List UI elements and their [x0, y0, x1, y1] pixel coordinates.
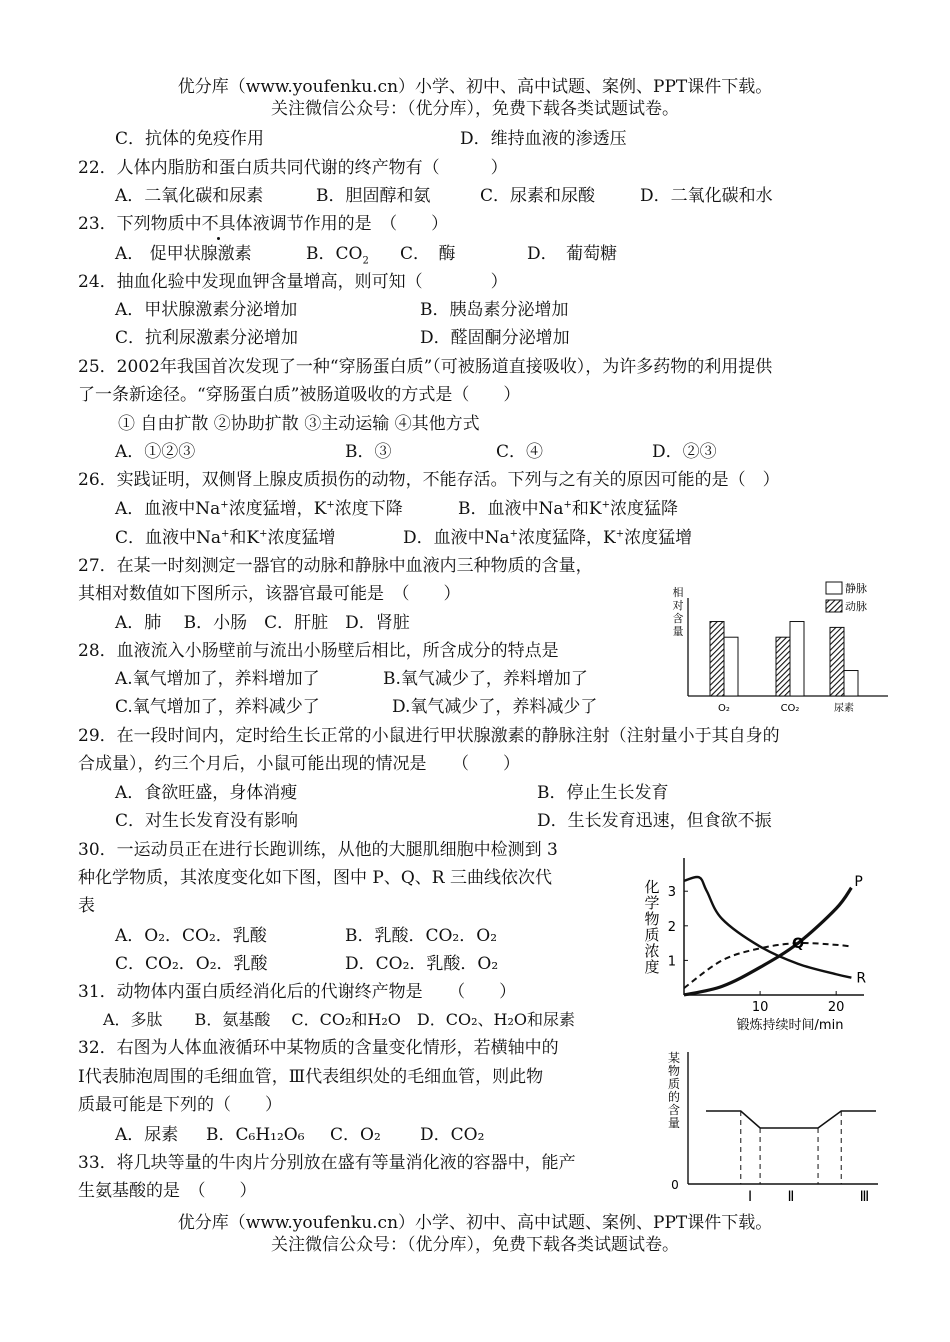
q26-c-text-3: 浓度猛增: [267, 528, 336, 548]
bar-tick-label-2: 尿素: [834, 703, 854, 714]
q26-d-sup-2: +: [615, 528, 625, 540]
legend-swatch-artery: [826, 600, 842, 612]
q24-stem: 24．抽血化验中发现血钾含量增高，则可知（ ）: [78, 272, 508, 292]
q30-line-2: 种化学物质，其浓度变化如下图，图中 P、Q、R 三曲线依次代: [78, 868, 552, 888]
q22-option-b: B．胆固醇和氨: [316, 186, 431, 206]
q26-c-text-1: C．血液中: [115, 528, 197, 548]
bar-vein-1: [790, 622, 804, 696]
q22-option-a: A．二氧化碳和尿素: [115, 186, 264, 206]
q26-d-text-2: 浓度猛降，: [518, 528, 604, 548]
q22-option-c: C．尿素和尿酸: [480, 186, 596, 206]
q25-option-a: A．①②③: [115, 442, 196, 462]
q30-option-d: D．CO₂．乳酸．O₂: [345, 954, 499, 974]
line-ytick-label-1: 2: [667, 919, 676, 935]
q26-b-ion-na: Na: [538, 499, 564, 519]
q25-option-d: D．②③: [652, 442, 717, 462]
step-ylabel-char-1: 物: [667, 1064, 681, 1078]
q32-option-d: D．CO₂: [420, 1125, 485, 1145]
q26-option-c: [115, 527, 336, 549]
step-ylabel-char-5: 量: [667, 1116, 681, 1130]
line-ylabel-char-3: 质: [644, 926, 660, 944]
line-ylabel-char-1: 学: [644, 894, 660, 912]
step-y-label: [668, 1051, 680, 1130]
q26-c-sup-2: +: [259, 528, 268, 540]
q30-line-chart: [640, 850, 880, 1038]
bar-vein-0: [724, 637, 738, 696]
q32-option-b: B．C₆H₁₂O₆: [206, 1125, 305, 1145]
footer-line-2: 关注微信公众号：（优分库），免费下载各类试题试卷。: [271, 1235, 679, 1255]
q26-stem: 26．实践证明，双侧肾上腺皮质损伤的动物，不能存活。下列与之有关的原因可能的是（ ）: [78, 470, 780, 490]
line-ylabel-char-0: 化: [644, 878, 660, 896]
bar-artery-2: [830, 627, 844, 696]
q27-bar-chart: [668, 574, 890, 718]
bar-artery-1: [776, 637, 790, 696]
bar-ylabel-char-3: 量: [672, 625, 684, 638]
line-xtick-label-0: 10: [751, 1000, 769, 1015]
step-ylabel-char-4: 含: [667, 1103, 681, 1117]
line-ytick-label-2: 3: [667, 885, 676, 901]
q23-stem-pre: 23．下列物质中: [78, 214, 202, 234]
q21-option-d: D．维持血液的渗透压: [460, 129, 627, 149]
bar-artery-0: [710, 622, 724, 696]
bar-ylabel-char-1: 对: [672, 599, 684, 612]
q32-line-3: 质最可能是下列的（ ）: [78, 1095, 282, 1115]
q26-c-ion-k: K: [246, 528, 260, 548]
line-series-P: [684, 888, 851, 995]
bar-ylabel-char-0: 相: [672, 586, 684, 599]
q28-option-b: B.氧气减少了，养料增加了: [383, 669, 588, 689]
q26-d-text-3: 浓度猛增: [624, 528, 693, 548]
q33-line-1: 33．将几块等量的牛肉片分别放在盛有等量消化液的容器中，能产: [78, 1153, 576, 1173]
q26-a-text-1: A．血液中: [115, 499, 196, 519]
q27-line-2: 其相对数值如下图所示，该器官最可能是 （ ）: [78, 584, 461, 604]
q26-option-d: [403, 527, 692, 549]
q25-line-3: ① 自由扩散 ②协助扩散 ③主动运输 ④其他方式: [118, 414, 480, 434]
q32-step-chart: [660, 1046, 882, 1204]
q26-d-text-1: D．血液中: [403, 528, 485, 548]
bar-tick-label-0: O₂: [718, 703, 730, 714]
step-series-line: [706, 1111, 876, 1128]
q30-option-c: C．CO₂．O₂．乳酸: [115, 954, 268, 974]
q28-option-d: D.氧气减少了，养料减少了: [392, 697, 598, 717]
step-category-label-1: Ⅱ: [787, 1189, 795, 1204]
step-category-label-2: Ⅲ: [859, 1189, 870, 1204]
q30-line-1: 30．一运动员正在进行长跑训练，从他的大腿肌细胞中检测到 3: [78, 840, 558, 860]
line-y-label: [644, 878, 659, 976]
q24-option-b: B．胰岛素分泌增加: [420, 300, 569, 320]
step-ylabel-char-0: 某: [667, 1051, 681, 1065]
q31-stem: 31．动物体内蛋白质经消化后的代谢终产物是 （ ）: [78, 982, 517, 1002]
q27-options: A．肺 B．小肠 C．肝脏 D．肾脏: [115, 613, 410, 633]
q23-stem: [78, 213, 448, 235]
q26-b-sup-1: +: [563, 499, 572, 511]
q30-line-3: 表: [78, 896, 95, 916]
q29-option-d: D．生长发育迅速，但食欲不振: [537, 811, 772, 831]
q23-option-c: C． 酶: [400, 244, 456, 264]
q33-line-2: 生氨基酸的是 （ ）: [78, 1181, 257, 1201]
q24-option-c: C．抗利尿激素分泌增加: [115, 328, 299, 348]
q26-c-text-2: 和: [229, 528, 247, 548]
q26-b-text-2: 和: [571, 499, 589, 519]
step-ylabel-char-2: 质: [667, 1077, 681, 1091]
q23-option-b: [306, 243, 369, 265]
q31-options: A．多肽 B．氨基酸 C．CO₂和H₂O D．CO₂、H₂O和尿素: [103, 1010, 575, 1029]
q26-b-text-3: 浓度猛降: [610, 499, 678, 519]
q26-a-ion-na: Na: [195, 499, 221, 519]
q23-option-d: D． 葡萄糖: [527, 244, 618, 264]
q23-emphasis: 不具: [201, 214, 236, 234]
q29-option-a: A．食欲旺盛，身体消瘦: [115, 783, 298, 803]
bar-ylabel-char-2: 含: [672, 612, 684, 625]
q26-c-ion-na: Na: [196, 528, 222, 548]
q25-line-1: 25．2002年我国首次发现了一种“穿肠蛋白质”（可被肠道直接吸收），为许多药物的利用提供: [78, 357, 773, 377]
line-x-label: 锻炼持续时间/min: [736, 1018, 844, 1033]
q26-d-ion-k: K: [603, 528, 616, 548]
q21-option-c: C．抗体的免疫作用: [115, 129, 265, 149]
q29-line-2: 合成量），约三个月后，小鼠可能出现的情况是 （ ）: [78, 754, 520, 774]
q23-option-b-sub: 2: [362, 255, 369, 267]
q32-option-a: A．尿素: [115, 1125, 179, 1145]
q22-stem: 22．人体内脂肪和蛋白质共同代谢的终产物有（ ）: [78, 158, 508, 178]
step-ylabel-char-3: 的: [667, 1090, 681, 1104]
footer-line-1: 优分库（www.youfenku.cn）小学、初中、高中试题、案例、PPT课件下载。: [177, 1213, 773, 1233]
line-series-label-Q: Q: [792, 936, 805, 953]
q24-option-a: A．甲状腺激素分泌增加: [115, 300, 298, 320]
q22-option-d: D．二氧化碳和水: [640, 186, 773, 206]
q27-line-1: 27．在某一时刻测定一器官的动脉和静脉中血液内三种物质的含量，: [78, 556, 593, 576]
q26-a-sup-2: +: [326, 499, 335, 511]
q23-stem-post: 体液调节作用的是 （ ）: [235, 214, 449, 234]
bar-vein-2: [844, 671, 858, 696]
q30-option-a: A．O₂．CO₂．乳酸: [115, 926, 267, 946]
q28-option-a: A.氧气增加了，养料增加了: [115, 669, 320, 689]
q28-stem: 28．血液流入小肠壁前与流出小肠壁后相比，所含成分的特点是: [78, 641, 559, 661]
header-line-2: 关注微信公众号：（优分库），免费下载各类试题试卷。: [271, 99, 679, 119]
q25-line-2: 了一条新途径。“穿肠蛋白质”被肠道吸收的方式是（ ）: [78, 385, 521, 405]
q23-option-b-text: B．CO: [306, 244, 363, 264]
q32-line-1: 32．右图为人体血液循环中某物质的含量变化情形，若横轴中的: [78, 1038, 559, 1058]
q26-b-ion-k: K: [588, 499, 602, 519]
q25-option-b: B．③: [345, 442, 392, 462]
q29-option-b: B．停止生长发育: [537, 783, 669, 803]
q24-option-d: D．醛固酮分泌增加: [420, 328, 570, 348]
q26-option-b: [458, 498, 678, 520]
line-ylabel-char-2: 物: [644, 910, 660, 928]
q26-a-ion-k: K: [313, 499, 327, 519]
legend-label-artery: 动脉: [845, 600, 867, 613]
bar-y-label: [673, 585, 684, 638]
q26-b-text-1: B．血液中: [458, 499, 539, 519]
q28-option-c: C.氧气增加了，养料减少了: [115, 697, 320, 717]
q26-c-sup-1: +: [221, 528, 230, 540]
header-line-1: 优分库（www.youfenku.cn）小学、初中、高中试题、案例、PPT课件下载。: [177, 77, 773, 97]
q25-option-c: C．④: [496, 442, 544, 462]
q30-option-b: B．乳酸．CO₂．O₂: [345, 926, 498, 946]
legend-label-vein: 静脉: [845, 582, 867, 595]
legend-swatch-vein: [826, 582, 842, 594]
q26-a-text-3: 浓度下降: [334, 499, 403, 519]
step-origin-label: 0: [671, 1178, 679, 1192]
q26-d-sup-1: +: [509, 528, 519, 540]
line-series-label-R: R: [856, 970, 867, 987]
q23-option-a: A． 促甲状腺激素: [115, 244, 252, 264]
q29-option-c: C．对生长发育没有影响: [115, 811, 299, 831]
q26-d-ion-na: Na: [484, 528, 510, 548]
line-ytick-label-0: 1: [667, 954, 676, 970]
q29-line-1: 29．在一段时间内，定时给生长正常的小鼠进行甲状腺激素的静脉注射（注射量小于其自身的: [78, 726, 780, 746]
q26-a-sup-1: +: [220, 499, 229, 511]
line-series-label-P: P: [854, 873, 863, 890]
line-ylabel-char-5: 度: [644, 958, 660, 976]
q32-option-c: C．O₂: [330, 1125, 381, 1145]
q26-a-text-2: 浓度猛增，: [228, 499, 314, 519]
line-ylabel-char-4: 浓: [644, 942, 660, 960]
step-category-label-0: Ⅰ: [747, 1189, 753, 1204]
q26-b-sup-2: +: [601, 499, 610, 511]
q32-line-2: Ⅰ代表肺泡周围的毛细血管，Ⅲ代表组织处的毛细血管，则此物: [78, 1067, 544, 1087]
line-xtick-label-1: 20: [827, 1000, 845, 1015]
bar-tick-label-1: CO₂: [780, 703, 800, 714]
q26-option-a: [115, 498, 403, 520]
